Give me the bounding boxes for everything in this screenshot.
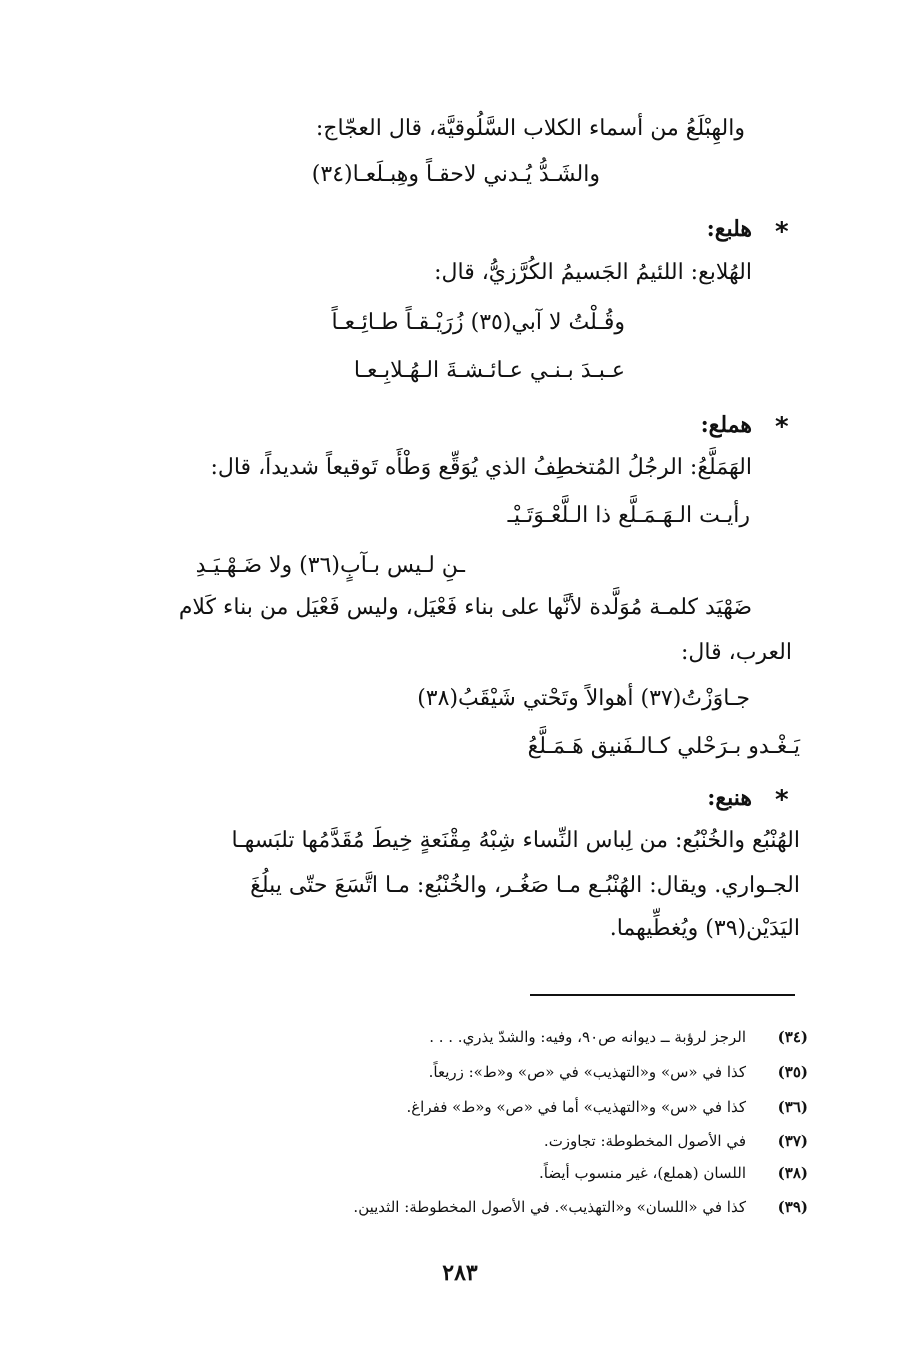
footnote-number: (٣٤) — [777, 1028, 808, 1046]
footnote-text: في الأصول المخطوطة: تجاوزت. — [543, 1132, 746, 1150]
text-line: الهُنْبُع والخُنْبُع: من لِباس النِّساء شِبْهُ مِقْنَعةٍ خِيطَ مُقَدَّمُها تلبَسهـا — [231, 828, 800, 853]
text-line: اليَدَيْن(٣٩) ويُغطِّيهما. — [609, 916, 800, 941]
text-line: الهُلابع: اللئيمُ الجَسيمُ الكُرَّزيُّ، قال: — [434, 260, 752, 285]
headword: هلبع: — [706, 216, 752, 242]
headword-marker: * — [775, 217, 789, 247]
footnote-text: كذا في «اللسان» و«التهذيب». في الأصول المخطوطة: الثديين. — [353, 1198, 746, 1216]
verse-line: جـاوَزْتُ(٣٧) أهوالاً وتَحْتي شَيْقَبُ(٣٨) — [417, 686, 750, 711]
footnote — [248, 1198, 808, 1220]
text-line: والهِبْلَعُ من أسماء الكلاب السَّلُوقيَّة، قال العجّاج: — [315, 116, 745, 141]
footnote — [308, 1098, 808, 1120]
footnote — [308, 1063, 808, 1085]
footnote-text: كذا في «س» و«التهذيب» في «ص» و«ط»: زريعاً. — [428, 1063, 746, 1081]
headword: هملع: — [700, 412, 752, 438]
verse-line: عـبـدَ بـنـي عـائـشـةَ الـهُـلابِـعـا — [353, 358, 625, 383]
footnote-text: الرجز لرؤبة ــ ديوانه ص٩٠، وفيه: والشدّ يذري. . . . — [429, 1028, 746, 1046]
footnote — [308, 1164, 808, 1186]
headword-marker: * — [775, 785, 789, 815]
verse-line: رأيـت الـهَـمَـلَّع ذا الـلَّعْـوَتَـيْـ — [507, 503, 750, 528]
page-number: ٢٨٣ — [442, 1260, 478, 1286]
footnote-number: (٣٨) — [777, 1164, 808, 1182]
footnote-text: اللسان (هملع)، غير منسوب أيضاً. — [539, 1164, 746, 1182]
verse-line: والشَـدُّ يُـدني لاحقـاً وهِبـلَعـا(٣٤) — [311, 162, 600, 187]
headword: هنبع: — [707, 785, 752, 811]
footnote — [308, 1028, 808, 1050]
footnote — [308, 1132, 808, 1154]
text-line: العرب، قال: — [681, 640, 792, 665]
verse-line: ـنِ لـيس بـآبٍ(٣٦) ولا ضَـهْـيَـدِ — [195, 553, 465, 578]
footnote-number: (٣٧) — [777, 1132, 808, 1150]
text-line: الهَمَلَّعُ: الرجُلُ المُتخطِفُ الذي يُوَقِّع وَطْأَه تَوقيعاً شديداً، قال: — [210, 455, 752, 480]
footnote-text: كذا في «س» و«التهذيب» أما في «ص» و«ط» ففراغ. — [406, 1098, 746, 1116]
text-line: ضَهْيَد كلمـة مُوَلَّدة لأنَّها على بناء فَعْيَل، وليس فَعْيَل من بناء كَلام — [178, 595, 752, 620]
footnote-separator — [530, 994, 795, 996]
verse-line: وقُـلْتُ لا آبي(٣٥) زُرَيْـقـاً طـائِـعـاً — [331, 310, 625, 335]
footnote-number: (٣٥) — [777, 1063, 808, 1081]
footnote-number: (٣٦) — [777, 1098, 808, 1116]
text-line: الجـواري. ويقال: الهُنْبُـع مـا صَغُـر، والخُنْبُع: مـا اتَّسَعَ حتّى يبلُغَ — [250, 873, 800, 898]
footnote-number: (٣٩) — [777, 1198, 808, 1216]
verse-line: يَـغْـدو بـرَحْلي كـالـفَنيق هَـمَـلَّعُ — [527, 734, 800, 759]
headword-marker: * — [775, 412, 789, 442]
